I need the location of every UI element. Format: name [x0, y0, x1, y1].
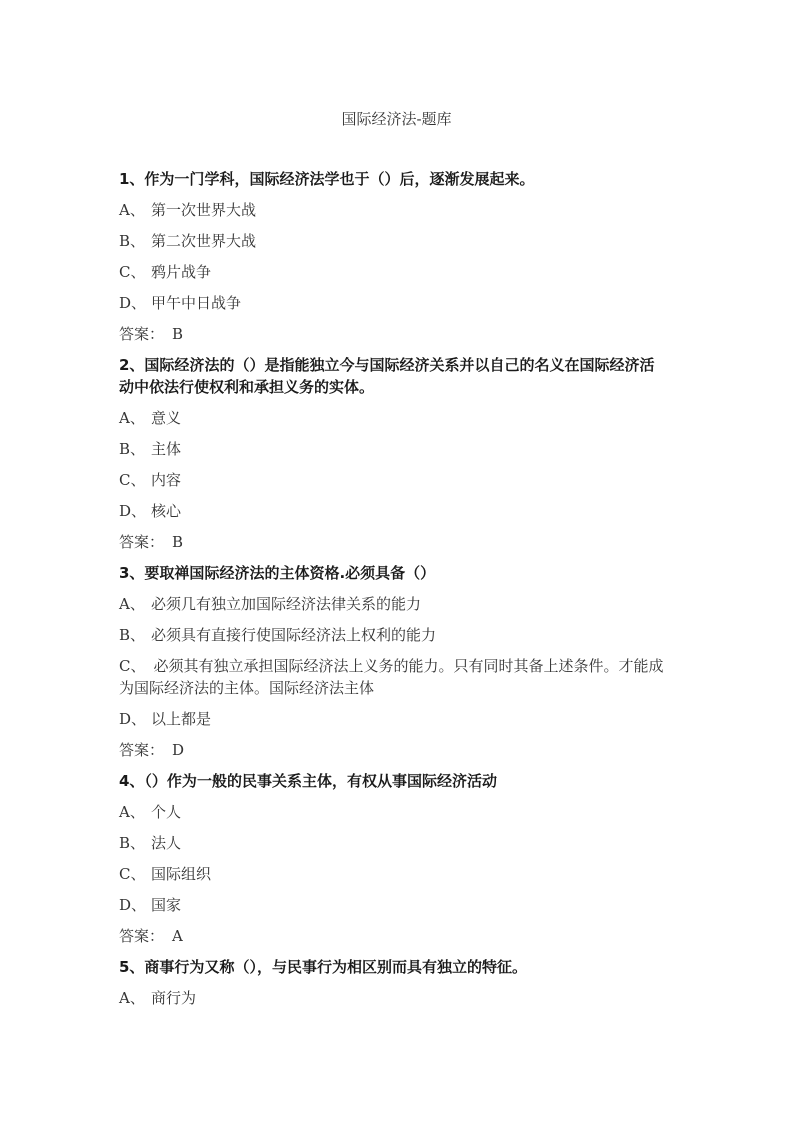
answer-line: [119, 323, 664, 345]
option-letter: A、: [119, 201, 145, 219]
question-text: 5、商事行为又称（），与民事行为相区别而具有独立的特征。: [119, 958, 527, 976]
answer-value: B: [172, 533, 184, 551]
question-list: [119, 168, 664, 1018]
option-letter: B、: [119, 232, 146, 250]
option-text: 必须几有独立加国际经济法律关系的能力: [151, 595, 422, 613]
question-3: [119, 562, 664, 761]
option-letter: C、: [119, 471, 146, 489]
option-a: [119, 199, 664, 221]
question-4: [119, 770, 664, 947]
option-text: 甲午中日战争: [151, 294, 242, 312]
option-text: 鸦片战争: [151, 263, 212, 281]
question-text: 1、作为一门学科，国际经济法学也于（）后，逐渐发展起来。: [119, 170, 535, 188]
document-title: 国际经济法-题库: [341, 110, 452, 128]
option-c: [119, 261, 664, 283]
option-text: 个人: [151, 803, 182, 821]
option-a: [119, 593, 664, 615]
answer-line: [119, 925, 664, 947]
option-letter: B、: [119, 440, 146, 458]
answer-label: 答案：: [119, 927, 165, 945]
question-text: 2、国际经济法的（）是指能独立今与国际经济关系并以自己的名义在国际经济活动中依法行使权利和承担义务的实体。: [119, 356, 655, 396]
option-b: [119, 438, 664, 460]
option-text: 内容: [151, 471, 182, 489]
option-text: 必须其有独立承担国际经济法上义务的能力。只有同时其备上述条件。才能成为国际经济法的主体。国际经济法主体: [119, 657, 664, 697]
option-text: 商行为: [151, 989, 197, 1007]
answer-value: D: [172, 741, 185, 759]
option-text: 第二次世界大战: [151, 232, 257, 250]
option-text: 国际组织: [151, 865, 212, 883]
option-d: [119, 894, 664, 916]
option-d: [119, 708, 664, 730]
option-letter: D、: [119, 710, 147, 728]
question-2: [119, 354, 664, 553]
option-letter: A、: [119, 595, 145, 613]
option-letter: A、: [119, 989, 145, 1007]
option-text: 主体: [151, 440, 182, 458]
option-letter: D、: [119, 502, 147, 520]
option-b: [119, 230, 664, 252]
option-c: [119, 655, 664, 699]
question-1: [119, 168, 664, 345]
option-letter: D、: [119, 294, 147, 312]
option-letter: A、: [119, 803, 145, 821]
question-text: 3、要取禅国际经济法的主体资格.必须具备（）: [119, 564, 436, 582]
option-d: [119, 292, 664, 314]
answer-value: B: [172, 325, 184, 343]
option-letter: B、: [119, 626, 146, 644]
answer-line: [119, 739, 664, 761]
option-letter: D、: [119, 896, 147, 914]
option-a: [119, 801, 664, 823]
option-text: 法人: [151, 834, 182, 852]
question-text: 4、（）作为一般的民事关系主体，有权从事国际经济活动: [119, 772, 497, 790]
option-text: 国家: [151, 896, 182, 914]
option-text: 第一次世界大战: [151, 201, 257, 219]
option-text: 意义: [151, 409, 182, 427]
option-b: [119, 624, 664, 646]
answer-label: 答案：: [119, 533, 165, 551]
answer-label: 答案：: [119, 741, 165, 759]
option-a: [119, 987, 664, 1009]
answer-value: A: [172, 927, 183, 945]
option-text: 核心: [151, 502, 182, 520]
option-a: [119, 407, 664, 429]
option-letter: B、: [119, 834, 146, 852]
option-letter: C、: [119, 657, 146, 675]
option-text: 必须具有直接行使国际经济法上权利的能力: [151, 626, 437, 644]
option-b: [119, 832, 664, 854]
option-c: [119, 863, 664, 885]
option-c: [119, 469, 664, 491]
option-text: 以上都是: [151, 710, 212, 728]
option-letter: C、: [119, 865, 146, 883]
option-letter: C、: [119, 263, 146, 281]
option-letter: A、: [119, 409, 145, 427]
option-d: [119, 500, 664, 522]
answer-line: [119, 531, 664, 553]
question-5: [119, 956, 664, 1009]
answer-label: 答案：: [119, 325, 165, 343]
